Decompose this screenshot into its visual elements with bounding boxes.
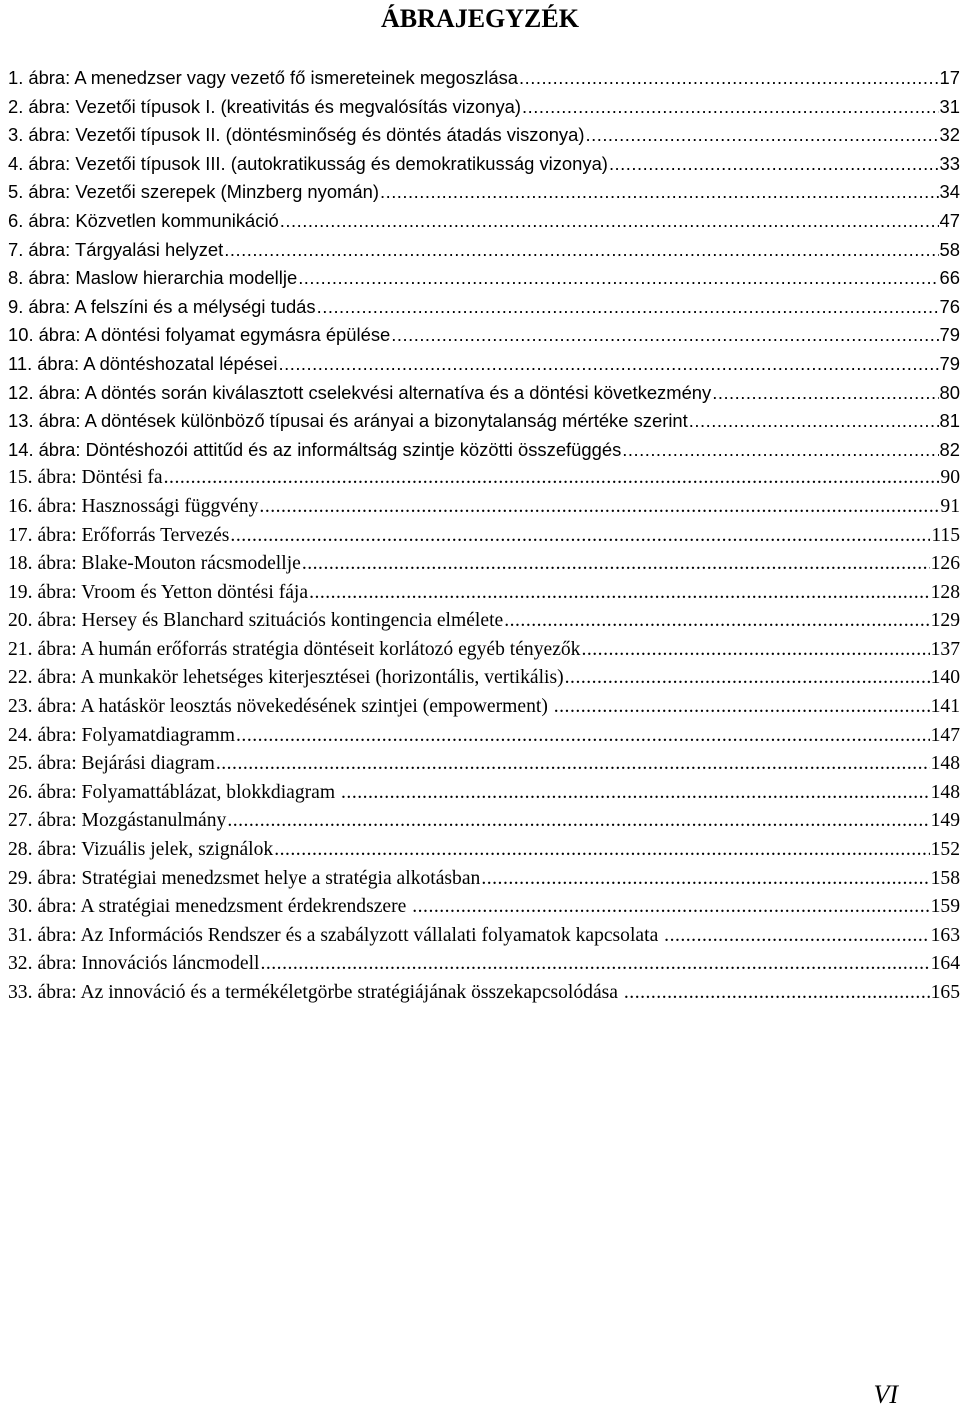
figure-page-number: 148 (930, 781, 960, 803)
figure-label: ábra: Vezetői típusok III. (autokratikusság és demokratikusság vizonya) (28, 152, 608, 174)
figure-page-number: 129 (930, 610, 960, 632)
figure-label: ábra: Vezetői szerepek (Minzberg nyomán) (28, 181, 379, 203)
dot-leader (689, 407, 939, 436)
figure-entry[interactable] (8, 93, 960, 122)
figure-number: 32. (8, 953, 33, 975)
figure-number: 24. (8, 724, 33, 746)
dot-leader (481, 865, 929, 894)
figure-page-number: 148 (930, 753, 960, 775)
figure-number: 33. (8, 982, 33, 1003)
figure-page-number: 152 (930, 839, 960, 861)
figure-entry[interactable] (8, 264, 960, 293)
figure-number: 2. (8, 95, 24, 117)
dot-leader (504, 607, 929, 636)
figure-number: 4. (8, 152, 24, 174)
figure-number: 25. (8, 753, 33, 775)
dot-leader (298, 264, 938, 293)
figure-label: ábra: A döntés során kiválasztott cselekvési alternatíva és a döntési következmény (38, 381, 712, 403)
figure-label: ábra: Folyamatdiagramm (37, 724, 236, 746)
figure-page-number: 137 (930, 638, 960, 660)
figure-number: 15. (8, 467, 33, 489)
page-title: ÁBRAJEGYZÉK (381, 4, 579, 33)
figure-page-number: 164 (930, 953, 960, 975)
figure-page-number: 140 (930, 667, 960, 689)
figure-number: 17. (8, 524, 33, 546)
figure-number: 31. (8, 924, 33, 946)
figure-label: ábra: Innovációs láncmodell (37, 953, 260, 975)
figure-label: ábra: Vezetői típusok I. (kreativitás és megvalósítás vizonya) (28, 95, 522, 117)
figure-entry[interactable] (8, 64, 960, 93)
dot-leader (309, 579, 930, 608)
figure-number: 30. (8, 896, 33, 918)
dot-leader (274, 836, 929, 865)
figure-page-number: 32 (939, 124, 960, 146)
figure-number: 21. (8, 638, 33, 660)
dot-leader (341, 779, 930, 808)
figure-entry[interactable] (8, 722, 960, 751)
dot-leader (280, 207, 939, 236)
figure-label: ábra: A hatáskör leosztás növekedésének szintjei (empowerment) (37, 696, 553, 718)
figure-number: 19. (8, 581, 33, 603)
figure-label: ábra: Hasznossági függvény (37, 495, 259, 517)
figure-label: ábra: Vizuális jelek, szignálok (37, 839, 274, 861)
figure-entry[interactable] (8, 464, 960, 493)
figure-page-number: 165 (930, 982, 960, 1003)
figure-number: 16. (8, 495, 33, 517)
figure-label: ábra: Hersey és Blanchard szituációs kontingencia elmélete (37, 610, 504, 632)
figure-label: ábra: Mozgástanulmány (37, 810, 227, 832)
figure-entry[interactable] (8, 178, 960, 207)
figure-number: 18. (8, 553, 33, 575)
dot-leader (216, 750, 930, 779)
figure-entry[interactable] (8, 664, 960, 693)
figure-page-number: 115 (931, 524, 960, 546)
figure-page-number: 141 (930, 696, 960, 718)
figure-entry[interactable] (8, 836, 960, 865)
figure-number: 23. (8, 696, 33, 718)
figure-number: 13. (8, 410, 34, 432)
figure-page-number: 79 (939, 324, 960, 346)
figure-label: ábra: A döntéshozatal lépései (37, 352, 278, 374)
figure-page-number: 82 (939, 438, 960, 460)
figure-entry[interactable] (8, 493, 960, 522)
figure-entry[interactable] (8, 407, 960, 436)
figure-label: ábra: A döntési folyamat egymásra épülése (38, 324, 391, 346)
figure-number: 9. (8, 295, 24, 317)
dot-leader (227, 807, 929, 836)
figure-entry[interactable] (8, 350, 960, 379)
figure-label: ábra: Az Információs Rendszer és a szabályzott vállalati folyamatok kapcsolata (37, 924, 664, 946)
figure-page-number: 80 (939, 381, 960, 403)
dot-leader (624, 979, 930, 1008)
figure-number: 7. (8, 238, 24, 260)
dot-leader (164, 464, 940, 493)
figure-label: ábra: Tárgyalási helyzet (28, 238, 224, 260)
figure-page-number: 147 (930, 724, 960, 746)
figure-entry[interactable] (8, 121, 960, 150)
figure-page-number: 149 (930, 810, 960, 832)
figure-label: ábra: A stratégiai menedzsment érdekrendszere (37, 896, 412, 918)
figure-entry[interactable] (8, 893, 960, 922)
figure-number: 1. (8, 67, 24, 88)
figure-entry[interactable] (8, 922, 960, 951)
figure-page-number: 79 (939, 352, 960, 374)
figure-page-number: 76 (939, 295, 960, 317)
figure-label: ábra: Blake-Mouton rácsmodellje (37, 553, 301, 575)
page-number: VI (873, 1380, 898, 1409)
figure-page-number: 17 (939, 67, 960, 88)
figure-label: ábra: Közvetlen kommunikáció (28, 209, 279, 231)
figure-page-number: 33 (939, 152, 960, 174)
figure-page-number: 58 (939, 238, 960, 260)
figure-entry[interactable] (8, 436, 960, 465)
figure-entry[interactable] (8, 865, 960, 894)
figure-label: ábra: A menedzser vagy vezető fő ismereteinek megoszlása (28, 67, 518, 88)
figure-page-number: 90 (940, 467, 960, 489)
figure-label: ábra: Az innováció és a termékéletgörbe stratégiájának összekapcsolódása (37, 982, 623, 1003)
dot-leader (622, 436, 938, 465)
figure-label: ábra: A humán erőforrás stratégia döntéseit korlátozó egyéb tényezők (37, 638, 581, 660)
figure-label: ábra: Maslow hierarchia modellje (28, 267, 298, 289)
figure-number: 28. (8, 839, 33, 861)
figure-label: ábra: Erőforrás Tervezés (37, 524, 230, 546)
dot-leader (565, 664, 930, 693)
figure-page-number: 128 (930, 581, 960, 603)
dot-leader (278, 350, 938, 379)
figure-entry[interactable] (8, 150, 960, 179)
figure-label: ábra: A munkakör lehetséges kiterjesztései (horizontális, vertikális) (37, 667, 564, 689)
dot-leader (391, 321, 938, 350)
dot-leader (230, 522, 930, 551)
dot-leader (609, 150, 939, 179)
figure-entry[interactable] (8, 979, 960, 1008)
figure-entry[interactable] (8, 579, 960, 608)
figure-number: 20. (8, 610, 33, 632)
figure-entry[interactable] (8, 379, 960, 408)
dot-leader (585, 121, 938, 150)
dot-leader (259, 493, 939, 522)
dot-leader (236, 722, 930, 751)
dot-leader (302, 550, 930, 579)
figure-number: 29. (8, 867, 33, 889)
figure-page-number: 158 (930, 867, 960, 889)
figure-entry[interactable] (8, 693, 960, 722)
figure-number: 8. (8, 267, 24, 289)
figure-page-number: 163 (930, 924, 960, 946)
figure-page-number: 34 (939, 181, 960, 203)
figure-label: ábra: Folyamattáblázat, blokkdiagram (37, 781, 341, 803)
dot-leader (519, 64, 939, 93)
figure-number: 6. (8, 209, 24, 231)
dot-leader (581, 636, 929, 665)
figure-page-number: 66 (939, 267, 960, 289)
dot-leader (260, 950, 929, 979)
figure-label: ábra: Vezetői típusok II. (döntésminőség és döntés átadás viszonya) (28, 124, 585, 146)
figure-number: 12. (8, 381, 34, 403)
figure-label: ábra: Stratégiai menedzsmet helye a stratégia alkotásban (37, 867, 481, 889)
figure-page-number: 47 (939, 209, 960, 231)
figure-label: ábra: Döntéshozói attitűd és az informáltság szintje közötti összefüggés (38, 438, 622, 460)
figure-number: 11. (8, 352, 33, 374)
figure-entry[interactable] (8, 636, 960, 665)
dot-leader (522, 93, 939, 122)
dot-leader (380, 178, 939, 207)
figure-page-number: 126 (930, 553, 960, 575)
figure-number: 27. (8, 810, 33, 832)
figure-label: ábra: A felszíni és a mélységi tudás (28, 295, 316, 317)
dot-leader (712, 379, 938, 408)
figure-entry[interactable] (8, 236, 960, 265)
figure-page-number: 91 (940, 495, 960, 517)
figure-number: 22. (8, 667, 33, 689)
figure-page-number: 159 (930, 896, 960, 918)
figure-entry[interactable] (8, 607, 960, 636)
figure-page-number: 31 (939, 95, 960, 117)
figure-entry[interactable] (8, 293, 960, 322)
dot-leader (317, 293, 939, 322)
figure-entry[interactable] (8, 207, 960, 236)
figure-entry[interactable] (8, 950, 960, 979)
figure-label: ábra: A döntések különböző típusai és arányai a bizonytalanság mértéke szerint (38, 410, 688, 432)
dot-leader (412, 893, 929, 922)
figure-list (8, 64, 960, 1008)
figure-entry[interactable] (8, 522, 960, 551)
figure-entry[interactable] (8, 550, 960, 579)
dot-leader (554, 693, 930, 722)
figure-number: 3. (8, 124, 24, 146)
figure-entry[interactable] (8, 321, 960, 350)
figure-entry[interactable] (8, 779, 960, 808)
figure-label: ábra: Vroom és Yetton döntési fája (37, 581, 309, 603)
figure-label: ábra: Bejárási diagram (37, 753, 215, 775)
figure-entry[interactable] (8, 750, 960, 779)
figure-entry[interactable] (8, 807, 960, 836)
dot-leader (664, 922, 929, 951)
figure-label: ábra: Döntési fa (37, 467, 163, 489)
figure-number: 5. (8, 181, 24, 203)
figure-page-number: 81 (939, 410, 960, 432)
figure-number: 14. (8, 438, 34, 460)
figure-number: 10. (8, 324, 34, 346)
dot-leader (224, 236, 938, 265)
figure-number: 26. (8, 781, 33, 803)
